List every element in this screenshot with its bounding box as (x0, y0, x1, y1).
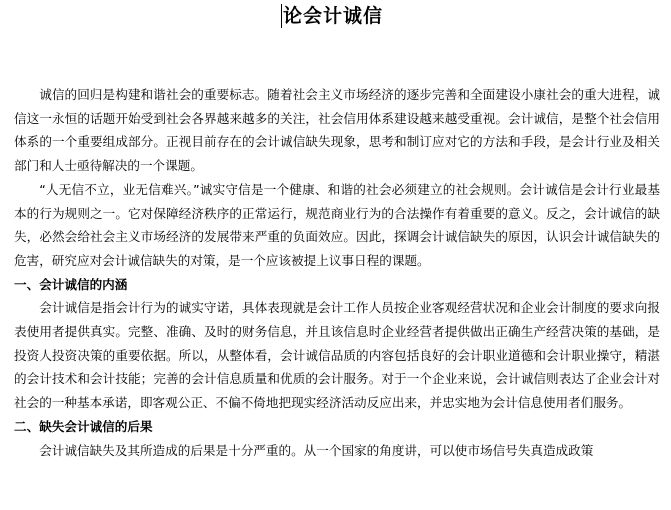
section-1-paragraph: 会计诚信是指会计行为的诚实守诺，具体表现就是会计工作人员按企业客观经营状况和企业会计制度的要求向报表使用者提供真实。完整、准确、及时的财务信息，并且该信息时企业经营者提供做出正确生产经营决策的基础，是投资人投资决策的重要依据。所以，从整体看，会计诚信品质的内容包括良好的会计职业道德和会计职业操守，精湛的会计技术和会计技能；完善的会计信息质量和优质的会计服务。对于一个企业来说，会计诚信则表达了企业会计对社会的一种基本承诺，即客观公正、不偏不倚地把现实经济活动反应出来，并忠实地为会计信息使用者们服务。 (14, 300, 660, 411)
document-body (14, 83, 660, 462)
paragraph-quote: “人无信不立，业无信难兴。”诚实守信是一个健康、和谐的社会必须建立的社会规则。会计诚信是会计行业最基本的行为规则之一。它对保障经济秩序的正常运行，规范商业行为的合法操作有着重要的意义。反之，会计诚信的缺失，必然会给社会主义市场经济的发展带来严重的负面效应。因此，探调会计诚信缺失的原因，认识会计诚信缺失的危害，研究应对会计诚信缺失的对策，是一个应该被提上议事日程的课题。 (14, 181, 660, 268)
document-title: 论会计诚信 (283, 5, 384, 27)
paragraph-intro: 诚信的回归是构建和谐社会的重要标志。随着社会主义市场经济的逐步完善和全面建设小康社会的重大进程，诚信这一永恒的话题开始受到社会各界越来越多的关注，社会信用体系建设越来越受重视。会计诚信，是整个社会信用体系的一个重要组成部分。正视目前存在的会计诚信缺失现象，思考和制订应对它的方法和手段，是会计行业及相关部门和人士亟待解决的一个课题。 (14, 87, 660, 174)
section-heading-1: 一、会计诚信的内涵 (14, 276, 128, 292)
section-heading-2: 二、缺失会计诚信的后果 (14, 418, 153, 434)
section-2-paragraph: 会计诚信缺失及其所造成的后果是十分严重的。从一个国家的角度讲，可以使市场信号失真造成政策 (39, 442, 594, 458)
text-cursor (281, 4, 282, 28)
